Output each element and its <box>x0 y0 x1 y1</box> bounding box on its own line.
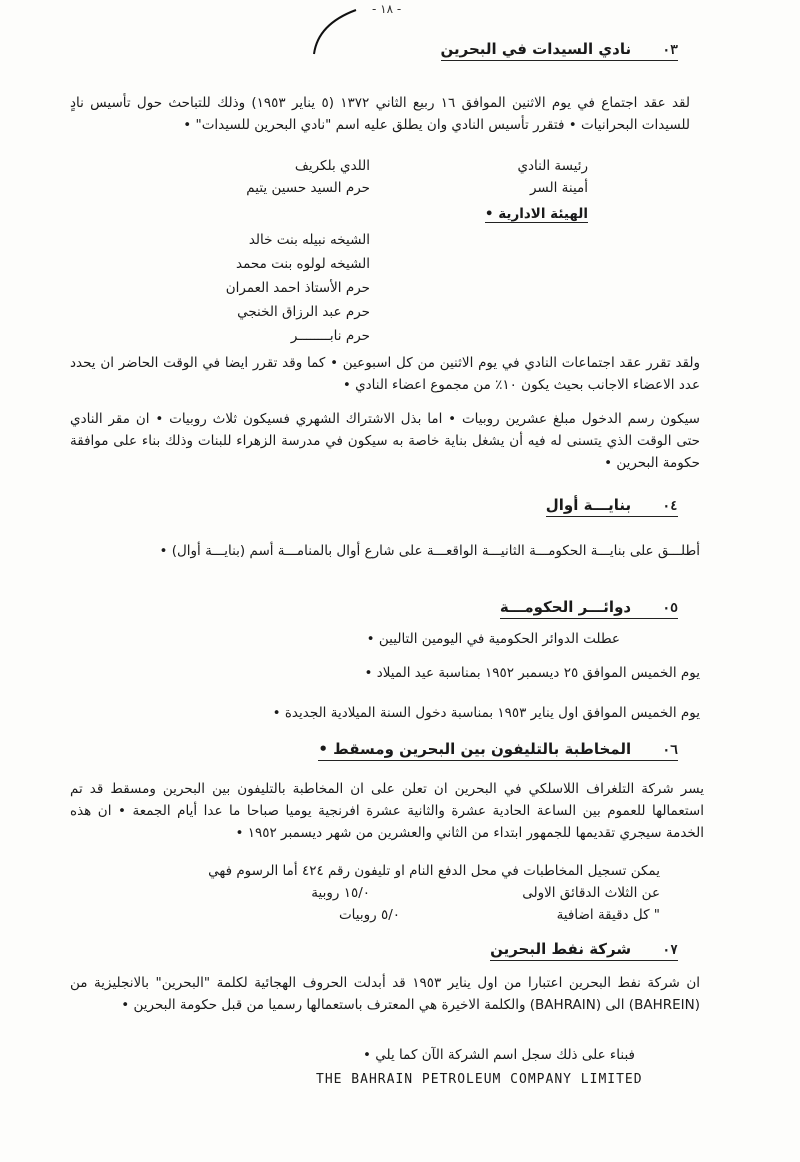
section-heading-women-club <box>441 40 678 61</box>
company-name: THE BAHRAIN PETROLEUM COMPANY LIMITED <box>316 1072 643 1087</box>
fee-label: " كل دقيقة اضافية <box>556 907 660 923</box>
telephone-text: يسر شركة التلغراف اللاسلكي في البحرين ان تعلن على ان المخاطبة بالتليفون بين البحرين ومسقط قد تم استعمالها للعموم بين الساعة الحادية عشرة والثانية عشرة افرنجية يوميا صباحا ما عدا أيام الجمعة • ان هذه الخدمة سيجري تقديمها للجمهور ابتداء من الثاني والعشرين من شهر ديسمبر ١٩٥٢ • <box>70 781 704 841</box>
section-number: ٠٥ <box>662 601 678 616</box>
board-member: الشيخه نبيله بنت خالد <box>248 232 370 248</box>
section-number: ٠٣ <box>662 43 678 58</box>
pen-stroke-icon <box>304 4 364 64</box>
fee-amount: ١٥/٠ روبية <box>311 885 370 901</box>
board-heading: الهيئة الادارية • <box>484 206 588 222</box>
gov-offices-line: عطلت الدوائر الحكومية في اليومين التاليين • <box>366 631 620 647</box>
section-number: ٠٧ <box>662 943 678 958</box>
officer-role: رئيسة النادي <box>517 158 588 174</box>
women-club-meetings: ولقد تقرر عقد اجتماعات النادي في يوم الاثنين من كل اسبوعين • كما وقد تقرر ايضا في الوقت الحاضر ان يحدد عدد الاعضاء الاجانب بحيث يكون ١٠٪ من مجموع اعضاء النادي • <box>70 355 700 393</box>
board-member: الشيخه لولوه بنت محمد <box>236 256 370 272</box>
officer-role: أمينة السر <box>529 180 588 196</box>
bapco-closing: فبناء على ذلك سجل اسم الشركة الآن كما يلي • <box>363 1047 635 1063</box>
gov-offices-line: يوم الخميس الموافق اول يناير ١٩٥٣ بمناسبة دخول السنة الميلادية الجديدة • <box>272 705 700 721</box>
awal-text: أطلـــق على بنايـــة الحكومـــة الثانيـــة الواقعـــة على شارع أوال بالمنامـــة أسم (بنايـــة أوال) • <box>159 543 700 559</box>
board-member: حرم نابــــــــر <box>290 328 370 344</box>
section-title: المخاطبة بالتليفون بين البحرين ومسقط • <box>318 740 632 758</box>
board-member: حرم الأستاذ احمد العمران <box>225 280 370 296</box>
bapco-text: ان شركة نفط البحرين اعتبارا من اول يناير ١٩٥٣ قد أبدلت الحروف الهجائية لكلمة "البحرين" بالانجليزية من (BAHREIN) الى (BAHRAIN) والكلمة الاخيرة هي المعترف باستعمالها رسميا من قبل حكومة البحرين • <box>70 975 701 1013</box>
section-heading-gov-offices <box>500 598 678 619</box>
section-title: نادي السيدات في البحرين <box>440 40 632 58</box>
section-heading-telephone <box>318 740 678 761</box>
women-club-intro: لقد عقد اجتماع في يوم الاثنين الموافق ١٦ ربيع الثاني ١٣٧٢ (٥ يناير ١٩٥٣) وذلك للتباحث حول تأسيس نادٍ للسيدات البحرانيات • فتقرر تأسيس النادي وان يطلق عليه اسم "نادي البحرين للسيدات" • <box>70 95 691 133</box>
fee-amount: ٥/٠ روبيات <box>338 907 400 923</box>
fee-label: عن الثلاث الدقائق الاولى <box>522 885 660 901</box>
section-heading-bapco <box>490 940 678 961</box>
section-title: بنايـــة أوال <box>545 496 632 514</box>
section-number: ٠٤ <box>662 499 678 514</box>
officer-name: اللدي بلكريف <box>294 158 370 174</box>
telephone-fees-intro: يمكن تسجيل المخاطبات في محل الدفع النام او تليفون رقم ٤٢٤ أما الرسوم فهي <box>208 863 660 879</box>
page-number: - ١٨ - <box>372 2 402 16</box>
officer-name: حرم السيد حسين يتيم <box>246 180 370 196</box>
board-member: حرم عبد الرزاق الخنجي <box>237 304 370 320</box>
gov-offices-line: يوم الخميس الموافق ٢٥ ديسمبر ١٩٥٢ بمناسبة عيد الميلاد • <box>364 665 700 681</box>
section-heading-awal <box>546 496 678 517</box>
section-title: شركة نفط البحرين <box>490 940 632 958</box>
section-title: دوائـــر الحكومـــة <box>499 598 632 616</box>
section-number: ٠٦ <box>662 743 678 758</box>
women-club-fees: سيكون رسم الدخول مبلغ عشرين روبيات • اما بذل الاشتراك الشهري فسيكون ثلاث روبيات • ان مقر النادي حتى الوقت الذي يتسنى له فيه أن يشغل بناية خاصة به سيكون في مدرسة الزهراء للبنات وذلك بناء على موافقة حكومة البحرين • <box>70 411 700 471</box>
